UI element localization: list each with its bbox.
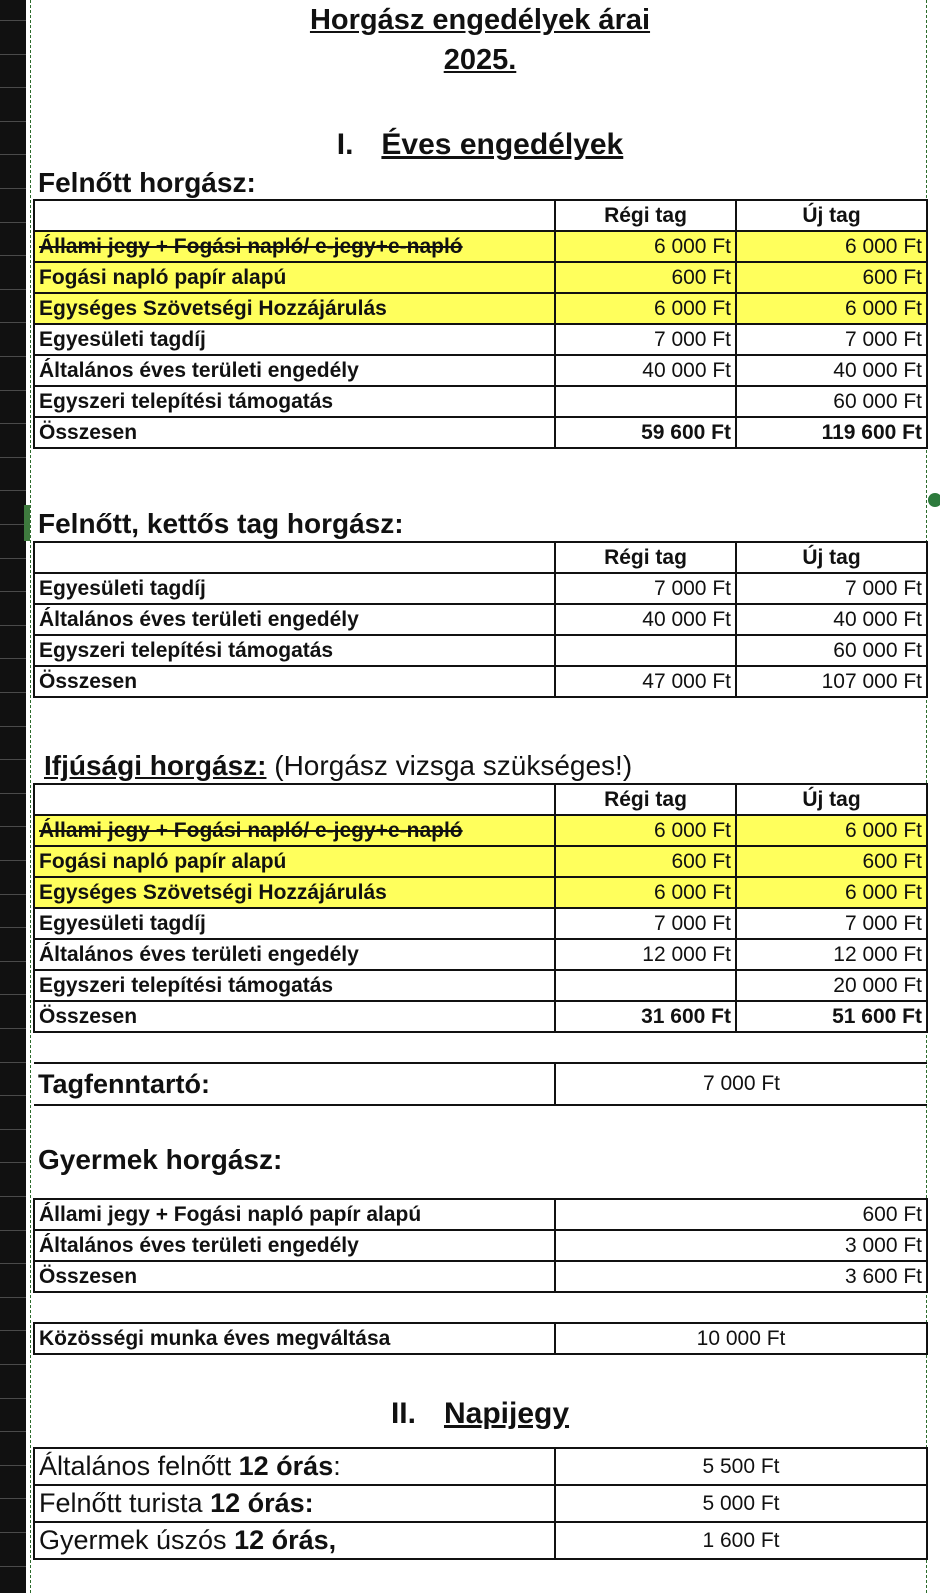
price-old: 7 000 Ft — [555, 573, 736, 604]
row-label: Egyesületi tagdíj — [34, 324, 555, 355]
price-old: 40 000 Ft — [555, 604, 736, 635]
col-uj-tag: Új tag — [736, 784, 927, 815]
row-header-strip — [0, 0, 26, 1593]
row-header-line — [0, 759, 26, 760]
price-new: 600 Ft — [736, 262, 927, 293]
table-row — [34, 231, 927, 262]
price-old: 12 000 Ft — [555, 939, 736, 970]
row-header-line — [0, 1532, 26, 1533]
row-header-line — [0, 1297, 26, 1298]
row-header-line — [0, 54, 26, 55]
page-break-left — [30, 0, 31, 1593]
price-old: 6 000 Ft — [555, 293, 736, 324]
row-label: Általános éves területi engedély — [34, 1230, 555, 1261]
kozossegi-price: 10 000 Ft — [555, 1323, 927, 1354]
price-old — [555, 970, 736, 1001]
price: 600 Ft — [555, 1199, 927, 1230]
row-label: Összesen — [34, 417, 555, 448]
price-new: 7 000 Ft — [736, 324, 927, 355]
price: 3 000 Ft — [555, 1230, 927, 1261]
row-header-line — [0, 457, 26, 458]
table-header-row — [34, 784, 927, 815]
page-title: Horgász engedélyek árai — [309, 4, 651, 36]
row-header-line — [0, 255, 26, 256]
row-header-line — [0, 1263, 26, 1264]
table-header-row — [34, 542, 927, 573]
row-header-line — [0, 356, 26, 357]
table-row — [34, 1485, 927, 1522]
col-uj-tag: Új tag — [736, 200, 927, 231]
section-2-name: Napijegy — [443, 1397, 570, 1430]
row-label: Általános felnőtt 12 órás: — [34, 1448, 555, 1485]
table-row — [34, 573, 927, 604]
row-label: Egyesületi tagdíj — [34, 573, 555, 604]
row-label: Összesen — [34, 1001, 555, 1032]
price-old: 6 000 Ft — [555, 877, 736, 908]
table-row — [34, 1199, 927, 1230]
section-1-number: I. — [336, 128, 354, 161]
section-1-name: Éves engedélyek — [381, 128, 624, 161]
row-label: Egyesületi tagdíj — [34, 908, 555, 939]
felnott-heading: Felnőtt horgász: — [38, 167, 256, 198]
row-label: Egyszeri telepítési támogatás — [34, 386, 555, 417]
row-header-line — [0, 154, 26, 155]
table-row — [34, 970, 927, 1001]
table-row — [34, 262, 927, 293]
row-label: Egységes Szövetségi Hozzájárulás — [34, 293, 555, 324]
total-row — [34, 1001, 927, 1032]
row-label: Fogási napló papír alapú — [34, 846, 555, 877]
row-header-line — [0, 1330, 26, 1331]
row-header-line — [0, 1498, 26, 1499]
table-row — [34, 939, 927, 970]
row-label: Állami jegy + Fogási napló/ e-jegy+e-napló — [34, 815, 555, 846]
row-header-line — [0, 423, 26, 424]
col-regi-tag: Régi tag — [555, 542, 736, 573]
row-header-line — [0, 692, 26, 693]
header-blank-cell — [34, 200, 555, 231]
row-header-line — [0, 1230, 26, 1231]
row-header-line — [0, 222, 26, 223]
row-label: Állami jegy + Fogási napló/ e-jegy+e-napló — [34, 231, 555, 262]
kettos-table — [33, 541, 928, 698]
row-header-line — [0, 826, 26, 827]
row-label: Gyermek úszós 12 órás, — [34, 1522, 555, 1559]
row-label: Általános éves területi engedély — [34, 604, 555, 635]
price-old — [555, 635, 736, 666]
table-header-row — [34, 200, 927, 231]
price-new: 40 000 Ft — [736, 604, 927, 635]
row-label: Egyszeri telepítési támogatás — [34, 635, 555, 666]
row-label: Állami jegy + Fogási napló papír alapú — [34, 1199, 555, 1230]
row-header-line — [0, 726, 26, 727]
price-new: 7 000 Ft — [736, 573, 927, 604]
ifjusagi-title: Ifjúsági horgász: — [44, 750, 267, 781]
row-header-line — [0, 1196, 26, 1197]
total-new: 107 000 Ft — [736, 666, 927, 697]
kozossegi-row — [34, 1323, 927, 1354]
row-label: Egységes Szövetségi Hozzájárulás — [34, 877, 555, 908]
row-header-line — [0, 927, 26, 928]
price-new: 60 000 Ft — [736, 386, 927, 417]
row-header-line — [0, 289, 26, 290]
gyermek-heading: Gyermek horgász: — [38, 1144, 283, 1175]
napijegy-table — [33, 1447, 928, 1560]
price-old: 6 000 Ft — [555, 815, 736, 846]
spacer-row — [34, 1032, 927, 1063]
price-new: 12 000 Ft — [736, 939, 927, 970]
row-header-line — [0, 961, 26, 962]
row-header-line — [0, 558, 26, 559]
ifjusagi-note: (Horgász vizsga szükséges!) — [274, 750, 633, 781]
row-header-line — [0, 524, 26, 525]
table-row — [34, 846, 927, 877]
col-regi-tag: Régi tag — [555, 200, 736, 231]
price: 5 500 Ft — [555, 1448, 927, 1485]
price-old: 600 Ft — [555, 262, 736, 293]
row-header-line — [0, 1431, 26, 1432]
total: 3 600 Ft — [555, 1261, 927, 1292]
row-header-line — [0, 1095, 26, 1096]
gyermek-table — [33, 1198, 928, 1355]
col-uj-tag: Új tag — [736, 542, 927, 573]
price: 5 000 Ft — [555, 1485, 927, 1522]
price-old — [555, 386, 736, 417]
header-blank-cell — [34, 784, 555, 815]
price-old: 40 000 Ft — [555, 355, 736, 386]
kozossegi-label: Közösségi munka éves megváltása — [34, 1323, 555, 1354]
row-header-line — [0, 994, 26, 995]
table-row — [34, 815, 927, 846]
row-header-line — [0, 490, 26, 491]
price-old: 7 000 Ft — [555, 324, 736, 355]
table-row — [34, 355, 927, 386]
total-new: 119 600 Ft — [736, 417, 927, 448]
ifjusagi-table — [33, 783, 928, 1106]
page-year: 2025. — [443, 44, 517, 76]
total-old: 31 600 Ft — [555, 1001, 736, 1032]
row-label: Általános éves területi engedély — [34, 355, 555, 386]
table-row — [34, 604, 927, 635]
price-old: 6 000 Ft — [555, 231, 736, 262]
table-row — [34, 293, 927, 324]
row-header-line — [0, 1062, 26, 1063]
row-header-line — [0, 860, 26, 861]
row-header-line — [0, 1129, 26, 1130]
table-row — [34, 635, 927, 666]
row-header-line — [0, 87, 26, 88]
tagfenntarto-label: Tagfenntartó: — [34, 1063, 555, 1105]
row-header-line — [0, 1398, 26, 1399]
spacer-row — [34, 1292, 927, 1323]
price-new: 40 000 Ft — [736, 355, 927, 386]
price: 1 600 Ft — [555, 1522, 927, 1559]
row-label: Felnőtt turista 12 órás: — [34, 1485, 555, 1522]
table-row — [34, 386, 927, 417]
ifjusagi-heading — [44, 750, 632, 782]
total-row — [34, 666, 927, 697]
row-header-line — [0, 625, 26, 626]
row-header-line — [0, 1028, 26, 1029]
table-row — [34, 1522, 927, 1559]
table-row — [34, 324, 927, 355]
row-header-line — [0, 1465, 26, 1466]
total-row — [34, 417, 927, 448]
row-header-line — [0, 1566, 26, 1567]
total-old: 59 600 Ft — [555, 417, 736, 448]
table-row — [34, 908, 927, 939]
price-old: 600 Ft — [555, 846, 736, 877]
row-header-line — [0, 658, 26, 659]
table-row — [34, 1230, 927, 1261]
row-header-line — [0, 121, 26, 122]
price-new: 6 000 Ft — [736, 815, 927, 846]
price-new: 7 000 Ft — [736, 908, 927, 939]
price-new: 60 000 Ft — [736, 635, 927, 666]
felnott-table — [33, 199, 928, 449]
tagfenntarto-price: 7 000 Ft — [555, 1063, 927, 1105]
total-row — [34, 1261, 927, 1292]
table-row — [34, 877, 927, 908]
row-header-line — [0, 894, 26, 895]
section-1-heading — [30, 128, 930, 162]
row-header-line — [0, 1162, 26, 1163]
total-old: 47 000 Ft — [555, 666, 736, 697]
header-blank-cell — [34, 542, 555, 573]
row-label: Összesen — [34, 666, 555, 697]
price-new: 6 000 Ft — [736, 877, 927, 908]
section-2-number: II. — [390, 1397, 416, 1430]
row-header-line — [0, 322, 26, 323]
price-new: 600 Ft — [736, 846, 927, 877]
price-new: 6 000 Ft — [736, 231, 927, 262]
total-new: 51 600 Ft — [736, 1001, 927, 1032]
col-regi-tag: Régi tag — [555, 784, 736, 815]
row-label: Összesen — [34, 1261, 555, 1292]
tagfenntarto-row — [34, 1063, 927, 1105]
row-header-line — [0, 591, 26, 592]
row-header-line — [0, 20, 26, 21]
price-old: 7 000 Ft — [555, 908, 736, 939]
section-2-heading — [30, 1397, 930, 1431]
table-row — [34, 1448, 927, 1485]
row-header-line — [0, 390, 26, 391]
row-header-line — [0, 793, 26, 794]
row-header-line — [0, 1364, 26, 1365]
row-label: Általános éves területi engedély — [34, 939, 555, 970]
row-label: Egyszeri telepítési támogatás — [34, 970, 555, 1001]
row-label: Fogási napló papír alapú — [34, 262, 555, 293]
selection-handle[interactable] — [928, 493, 940, 507]
kettos-heading: Felnőtt, kettős tag horgász: — [38, 508, 404, 539]
price-new: 6 000 Ft — [736, 293, 927, 324]
price-new: 20 000 Ft — [736, 970, 927, 1001]
row-header-line — [0, 188, 26, 189]
